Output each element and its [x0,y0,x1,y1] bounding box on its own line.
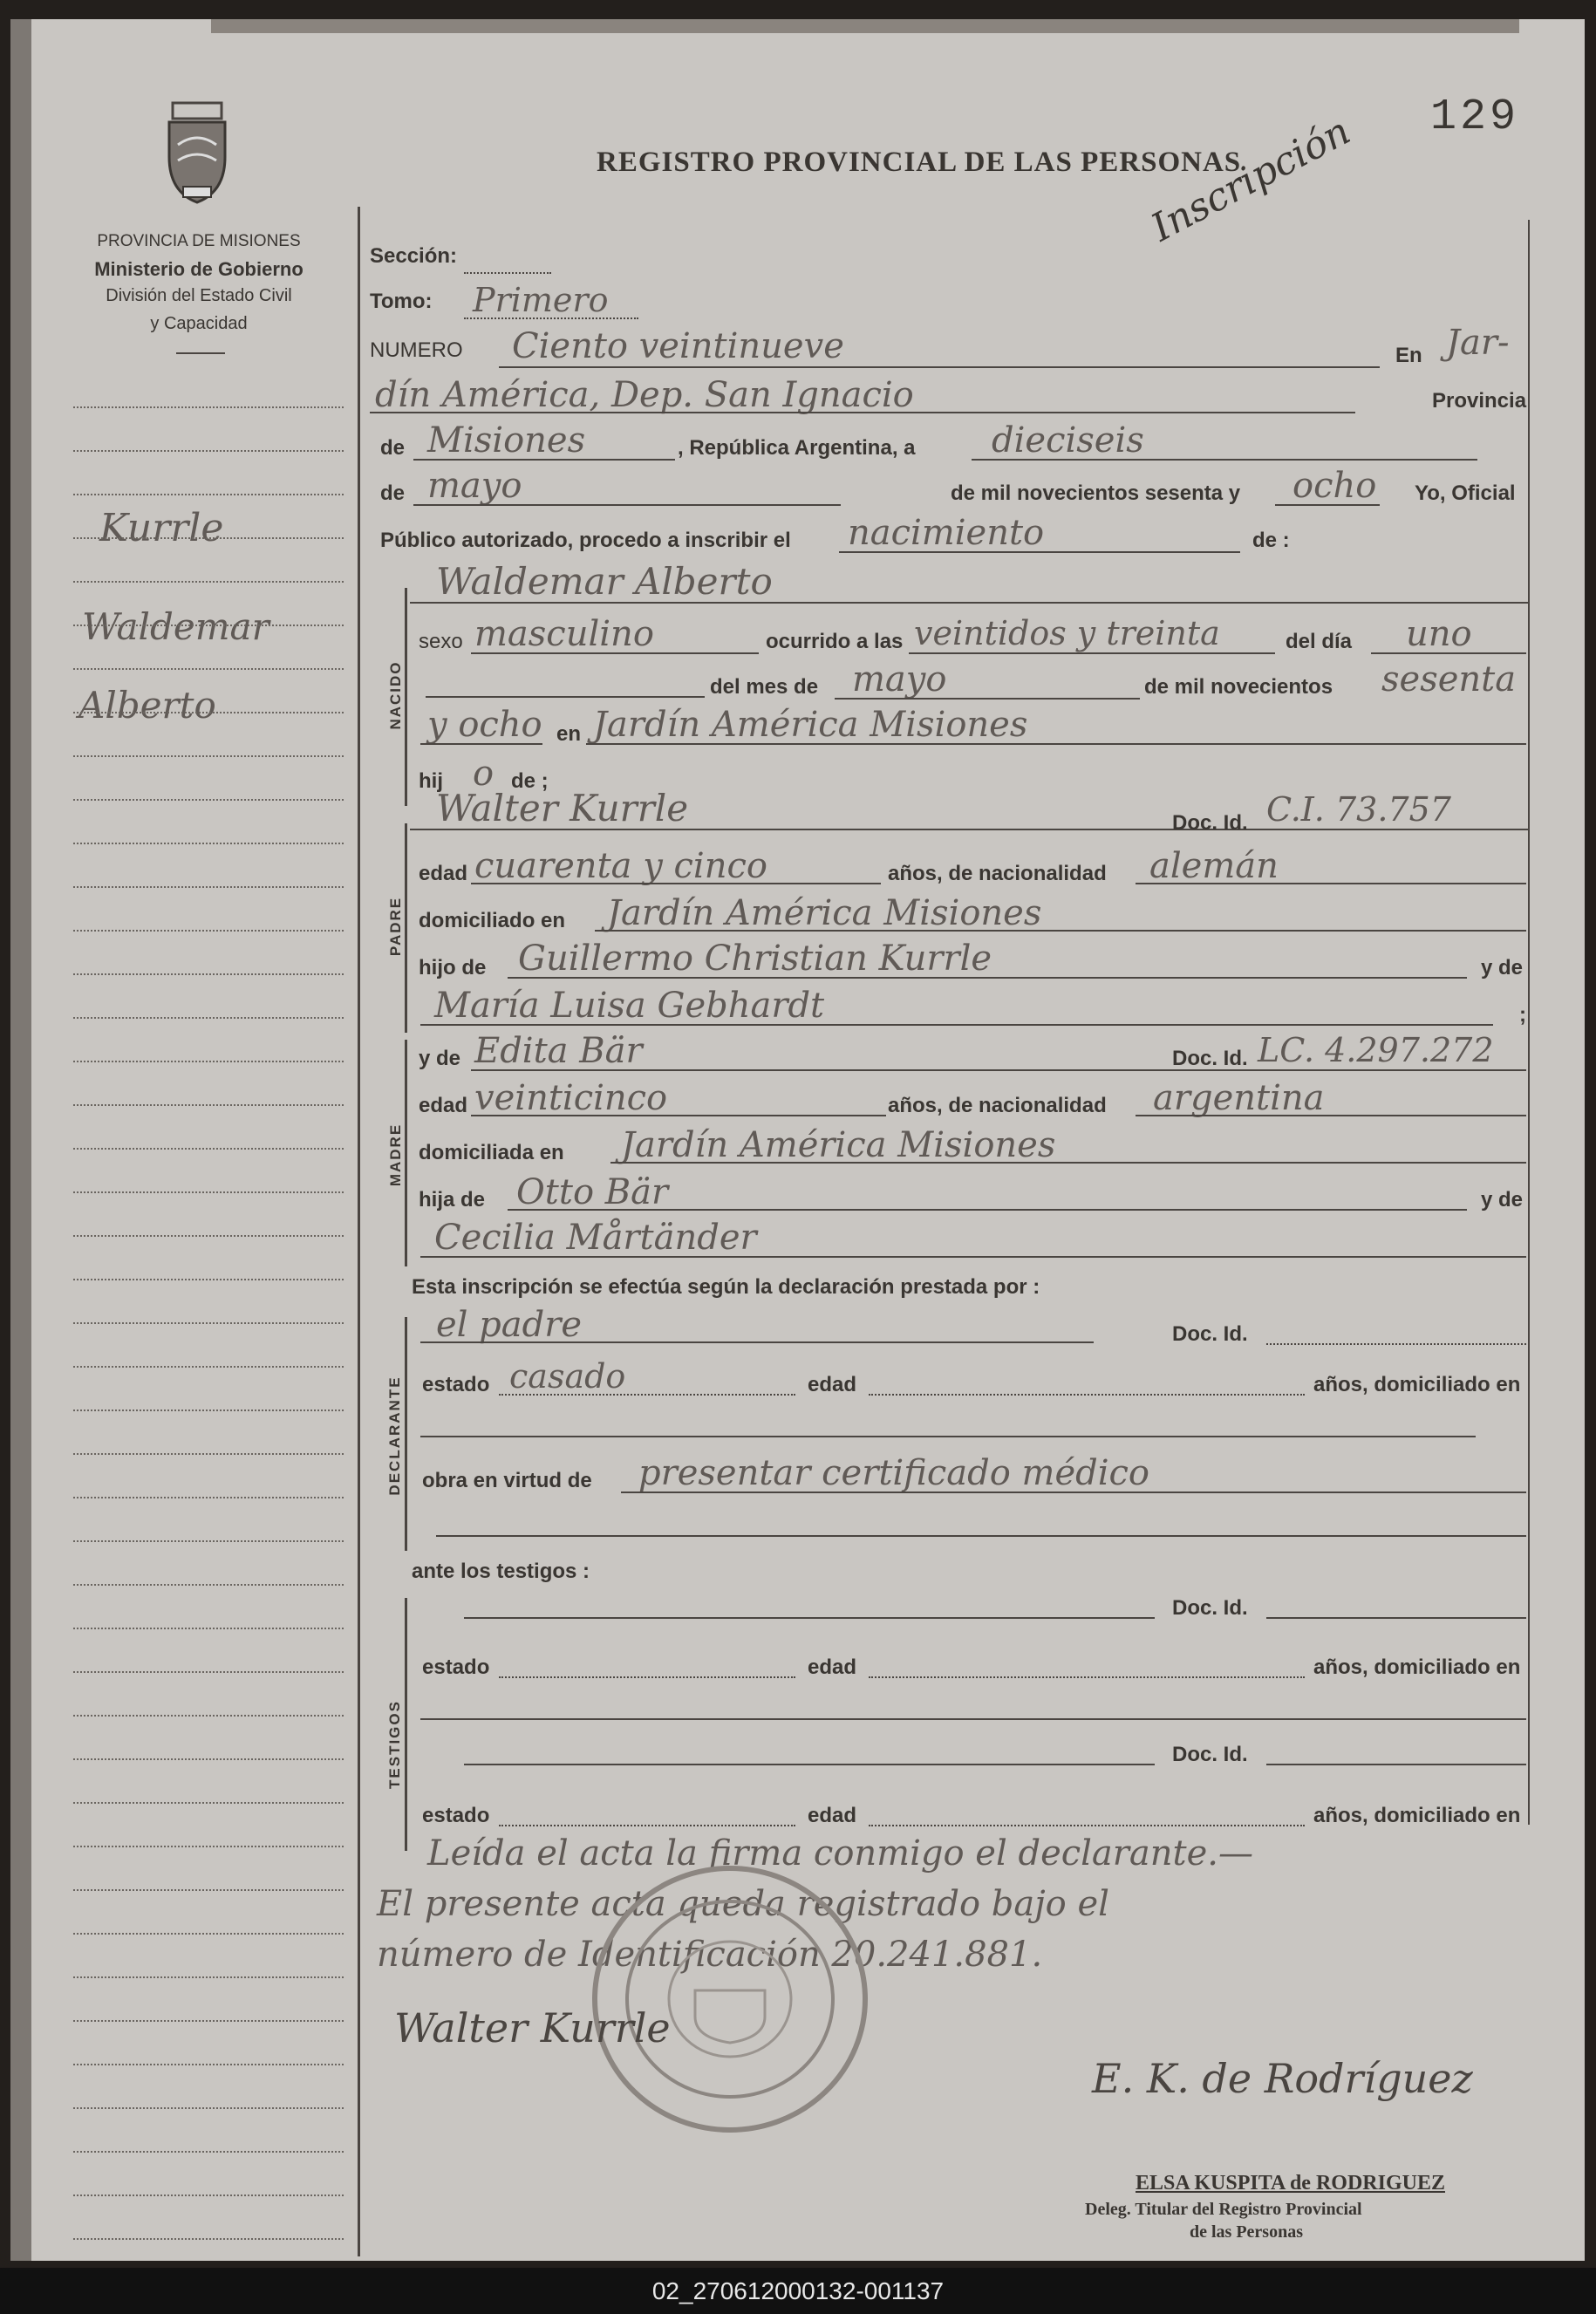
margin-line [73,406,344,408]
margin-line [73,2238,344,2240]
label-t1-estado: estado [422,1655,490,1679]
label-del-mes: del mes de [710,675,819,699]
margin-line [73,843,344,844]
line-decl-estado [499,1394,795,1396]
line-dia [972,459,1477,461]
value-madre-padre: Otto Bär [516,1172,669,1212]
label-ante: ante los testigos : [412,1560,590,1583]
margin-line [73,712,344,713]
line-decl-dom [420,1436,1476,1437]
value-anio-nac-a: sesenta [1381,659,1517,700]
margin-line [73,1061,344,1062]
margin-line [73,1671,344,1673]
line-decl-edad [869,1394,1305,1396]
label-de-provincia: de [380,436,406,460]
label-padre-y-de: y de [1481,956,1524,980]
value-mes: mayo [427,466,522,506]
note-line-3: número de Identificación 20.241.881. [377,1935,1043,1975]
margin-line [73,1933,344,1935]
margin-line [73,1715,344,1717]
margin-line [73,2195,344,2196]
margin-line [73,2020,344,2022]
label-padre-nac: años, de nacionalidad [888,862,1107,885]
margin-line [73,1410,344,1411]
section-padre: PADRE [387,896,404,957]
note-line-2: El presente acta queda registrado bajo el [377,1884,1109,1924]
label-esta-inscripcion: Esta inscripción se efectúa según la declaración prestada por : [412,1275,1040,1299]
left-column-rule [358,207,360,2256]
label-madre-y-de: y de [1481,1188,1524,1212]
page-number: 129 [1430,92,1520,142]
value-numero: Ciento veintinueve [512,326,844,366]
label-t2-doc: Doc. Id. [1172,1743,1248,1766]
margin-line [73,1322,344,1324]
line-madre-edad [471,1115,886,1116]
line-dia-nac [1371,652,1526,654]
line-padre-nombre [410,829,1528,830]
margin-line [73,537,344,539]
official-stamp-icon [586,1860,874,2139]
label-en: En [1395,344,1422,367]
label-de-mil2: de mil novecientos [1144,675,1333,699]
line-mes [413,504,841,506]
value-mes-nac: mayo [852,659,947,700]
margin-line [73,1758,344,1760]
margin-line [73,2107,344,2109]
value-madre-doc: LC. 4.297.272 [1258,1031,1494,1069]
line-t2-doc [1266,1764,1526,1765]
line-obra-2 [436,1535,1526,1537]
label-padre-dom: domiciliado en [419,909,566,932]
note-line-1: Leída el acta la firma conmigo el declarante.— [427,1833,1253,1874]
label-de-mes: de [380,481,406,505]
margin-line [73,973,344,975]
value-dia-nac: uno [1406,614,1472,654]
margin-line [73,755,344,757]
right-border [1528,220,1530,1825]
line-anio [1275,504,1380,506]
value-madre-nac: argentina [1153,1078,1325,1118]
label-t1-anos: años, domiciliado en [1313,1655,1521,1679]
label-semicolon: ; [1519,1003,1526,1027]
line-t1-doc [1266,1617,1526,1619]
label-hij: hij [419,769,443,793]
value-hora: veintidos y treinta [914,614,1220,652]
signature-declarante: Walter Kurrle [394,2004,671,2051]
label-t2-edad: edad [808,1804,857,1827]
value-madre-nombre: Edita Bär [474,1031,643,1071]
label-tomo: Tomo: [370,290,433,313]
nacido-rule [405,588,407,806]
value-decl-estado: casado [509,1357,626,1396]
line-nombre [410,602,1528,604]
line-t2-edad [869,1825,1305,1826]
signature-name: ELSA KUSPITA de RODRIGUEZ [1136,2172,1445,2195]
line-padre-padre [508,977,1467,979]
label-decl-anos: años, domiciliado en [1313,1373,1521,1396]
label-padre-edad: edad [419,862,468,885]
label-madre-edad: edad [419,1094,468,1117]
label-madre-y-de: y de [419,1047,461,1070]
value-en-b: dín América, Dep. San Ignacio [375,375,914,415]
line-padre-edad [471,883,881,884]
line-declarante [420,1341,1094,1343]
margin-line [73,581,344,583]
margin-line [73,1540,344,1542]
margin-line [73,1235,344,1237]
header-rule [176,352,225,354]
margin-line [73,886,344,888]
margin-line [73,1628,344,1629]
label-yo-oficial: Yo, Oficial [1415,481,1516,505]
value-anio: ocho [1292,466,1377,506]
coat-of-arms-icon [157,96,237,208]
line-madre-madre [420,1256,1526,1258]
margin-line [73,799,344,801]
margin-line [73,1497,344,1498]
margin-line [73,625,344,626]
line-obra [621,1491,1526,1493]
header-province: PROVINCIA DE MISIONES [97,232,301,250]
page-title: REGISTRO PROVINCIAL DE LAS PERSONAS [597,147,1242,178]
line-mes-nac [835,698,1140,700]
label-hija-de: hija de [419,1188,486,1212]
label-en2: en [556,722,582,746]
value-madre-dom: Jardín América Misiones [621,1125,1056,1165]
value-tomo: Primero [473,281,609,319]
line-madre-nombre [471,1069,1526,1071]
value-sexo: masculino [474,614,654,654]
margin-line [73,1366,344,1368]
margin-line [73,2064,344,2065]
margin-line [73,1846,344,1847]
line-t1-estado [499,1676,795,1678]
line-padre-nac [1136,883,1526,884]
label-publico: Público autorizado, procedo a inscribir el [380,529,791,552]
value-madre-madre: Cecilia Mårtänder [434,1218,757,1258]
margin-line [73,1104,344,1106]
header-ministry: Ministerio de Gobierno [94,258,304,280]
value-en-a: Jar- [1446,323,1510,363]
value-padre-padre: Guillermo Christian Kurrle [518,939,992,979]
line-decl-doc [1266,1343,1526,1345]
margin-line [73,1802,344,1804]
label-t2-anos: años, domiciliado en [1313,1804,1521,1827]
label-decl-edad: edad [808,1373,857,1396]
label-t2-estado: estado [422,1804,490,1827]
line-testigo1 [464,1617,1155,1619]
value-padre-doc: C.I. 73.757 [1266,790,1451,829]
line-t1-dom [420,1718,1526,1720]
label-de-semi: de ; [511,769,549,793]
line-t2-estado [499,1825,795,1826]
label-decl-doc: Doc. Id. [1172,1322,1248,1346]
label-obra: obra en virtud de [422,1469,592,1492]
margin-line [73,668,344,670]
section-declarante: DECLARANTE [386,1375,403,1496]
value-dia: dieciseis [992,420,1144,461]
signature-oficial: E. K. de Rodríguez [1092,2055,1473,2102]
label-decl-estado: estado [422,1373,490,1396]
line-madre-padre [508,1209,1467,1211]
label-madre-doc: Doc. Id. [1172,1047,1248,1070]
label-de-mil: de mil novecientos sesenta y [951,481,1241,505]
margin-line [73,1889,344,1891]
declarante-rule [405,1317,407,1551]
label-numero: NUMERO [370,338,463,362]
line-hora [909,652,1275,654]
section-testigos: TESTIGOS [386,1700,403,1789]
label-provincia: Provincia [1432,389,1527,413]
value-padre-nombre: Walter Kurrle [436,787,689,829]
line-numero [499,366,1380,368]
margin-line [73,1191,344,1193]
line-lugar-nac [586,743,1526,745]
line-madre-dom [610,1162,1526,1164]
label-ocurrido: ocurrido a las [766,630,904,653]
margin-line [73,494,344,495]
label-padre-doc: Doc. Id. [1172,811,1248,835]
line-pre-mes-nac [426,696,705,698]
madre-rule [405,1040,407,1266]
line-sexo [471,652,759,654]
line-inscribir [839,551,1240,553]
line-t1-edad [869,1676,1305,1678]
margin-line [73,2151,344,2153]
label-madre-nac: años, de nacionalidad [888,1094,1107,1117]
value-padre-nac: alemán [1149,846,1279,886]
margin-line [73,450,344,452]
line-anio-nac-b [420,743,542,745]
line-padre-dom [595,930,1526,932]
label-de-colon: de : [1252,529,1290,552]
margin-line [73,1453,344,1455]
line-testigo2 [464,1764,1155,1765]
value-nombre: Waldemar Alberto [436,560,773,603]
value-hij: o [473,754,494,794]
margin-line [73,930,344,932]
binding-edge [10,19,31,2261]
margin-line [73,1976,344,1978]
line-en-b [370,412,1355,413]
label-seccion: Sección: [370,244,458,268]
label-t1-edad: edad [808,1655,857,1679]
header-division-2: y Capacidad [150,314,248,333]
signature-role-2: de las Personas [1190,2222,1303,2242]
section-madre: MADRE [387,1123,404,1187]
margin-line [73,1148,344,1150]
testigos-rule [405,1598,407,1851]
line-padre-madre [420,1024,1493,1026]
section-nacido: NACIDO [387,660,404,730]
label-madre-dom: domiciliada en [419,1141,564,1164]
label-del-dia: del día [1286,630,1353,653]
value-padre-edad: cuarenta y cinco [474,846,767,886]
signature-role-1: Deleg. Titular del Registro Provincial [1085,2200,1362,2219]
label-republica: , República Argentina, a [678,436,916,460]
header-division-1: División del Estado Civil [106,286,292,305]
value-obra: presentar certificado médico [638,1453,1149,1493]
page-top-edge [211,19,1519,33]
margin-line [73,1279,344,1280]
label-sexo: sexo [419,630,463,653]
value-anio-nac-b: y ocho [427,705,542,745]
corner-note: Inscripción [1144,108,1358,251]
margin-first-name: Waldemar [82,605,269,648]
margin-surname: Kurrle [99,506,224,550]
line-provincia [413,459,675,461]
margin-second-name: Alberto [78,684,216,727]
value-padre-madre: María Luisa Gebhardt [434,986,825,1026]
line-madre-nac [1136,1115,1526,1116]
image-id-footer: 02_270612000132-001137 [0,2268,1596,2314]
label-t1-doc: Doc. Id. [1172,1596,1248,1620]
label-hijo-de: hijo de [419,956,487,980]
margin-line [73,1584,344,1586]
value-declarante: el padre [436,1305,583,1345]
value-padre-dom: Jardín América Misiones [607,893,1042,933]
value-madre-edad: veinticinco [474,1078,668,1118]
value-provincia: Misiones [427,420,586,461]
value-inscribir: nacimiento [848,513,1045,553]
margin-line [73,1017,344,1019]
line-tomo [464,317,638,319]
document-page [10,19,1585,2261]
line-seccion [464,272,551,274]
padre-rule [405,823,407,1033]
value-lugar-nac: Jardín América Misiones [593,705,1028,745]
